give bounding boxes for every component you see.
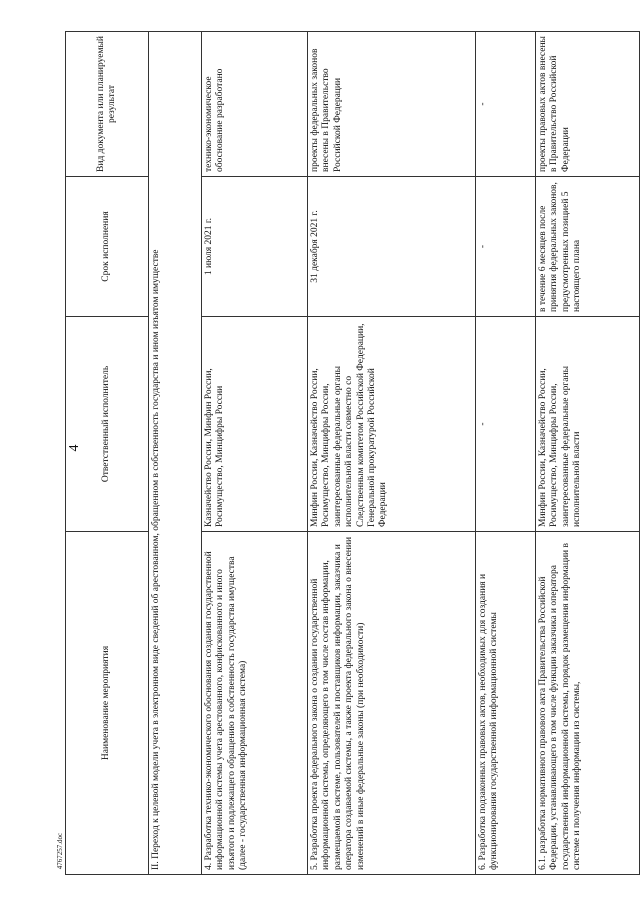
table-row <box>476 32 536 875</box>
deadline-cell: 31 декабря 2021 г. <box>308 177 476 317</box>
result-cell: проекты федеральных законов внесены в Правительство Российской Федерации <box>308 32 476 177</box>
section-title: II. Переход к целевой модели учета в электронном виде сведений об арестованном, обращенном в собственность государства и ином изъятом имуществе <box>149 32 202 875</box>
document-id: 4767257.doc <box>56 832 64 870</box>
table-row <box>202 32 308 875</box>
executor-cell: Минфин России, Казначейство России, Росимущество, Минцифры России, заинтересованные федеральные органы исполнительной власти <box>536 317 640 532</box>
deadline-cell: - <box>476 177 536 317</box>
activity-name-cell: 4. Разработка технико-экономического обоснования создания государственной информационной системы учета арестованного, конфискованного и иного изъятого и подлежащего обращению в собственность государства имущества (далее - государственная информационная система) <box>202 532 308 875</box>
header-activity-name: Наименование мероприятия <box>66 532 149 875</box>
executor-cell: - <box>476 317 536 532</box>
deadline-cell: в течение 6 месяцев после принятия федеральных законов, предусмотренных позицией 5 настоящего плана <box>536 177 640 317</box>
header-responsible-executor: Ответственный исполнитель <box>66 317 149 532</box>
section-row <box>149 32 202 875</box>
header-result: Вид документа или планируемый результат <box>66 32 149 177</box>
page-number: 4 <box>67 444 82 452</box>
executor-cell: Казначейство России, Минфин России, Росимущество, Минцифры России <box>202 317 308 532</box>
table-row <box>536 32 640 875</box>
result-cell: технико-экономическое обоснование разработано <box>202 32 308 177</box>
rotated-table-container <box>65 32 632 875</box>
table-header-row <box>66 32 149 875</box>
activity-name-cell: 5. Разработка проекта федерального закона о создании государственной информационной системы, определяющего в том числе состав информации, размещаемой в системе, пользователей и поставщиков информации, заказчика и оператора создаваемой системы, а также проекта федерального закона о внесении изменений в иные федеральные законы (при необходимости) <box>308 532 476 875</box>
action-plan-table <box>65 31 640 875</box>
activity-name-cell: 6.1. разработка нормативного правового акта Правительства Российской Федерации, устанавливающего в том числе функции заказчика и оператора государственной информационной системы, порядок размещения информации в системе и получения информации из системы, <box>536 532 640 875</box>
table-row <box>308 32 476 875</box>
header-deadline: Срок исполнения <box>66 177 149 317</box>
result-cell: проекты правовых актов внесены в Правительство Российской Федерации <box>536 32 640 177</box>
activity-name-cell: 6. Разработка подзаконных правовых актов, необходимых для создания и функционирования государственной информационной системы <box>476 532 536 875</box>
deadline-cell: 1 июля 2021 г. <box>202 177 308 317</box>
result-cell: - <box>476 32 536 177</box>
executor-cell: Минфин России, Казначейство России, Росимущество, Минцифры России, заинтересованные федеральные органы исполнительной власти совместно со Следственным комитетом Российской Федерации, Генеральной прокуратурой Российской Федерации <box>308 317 476 532</box>
